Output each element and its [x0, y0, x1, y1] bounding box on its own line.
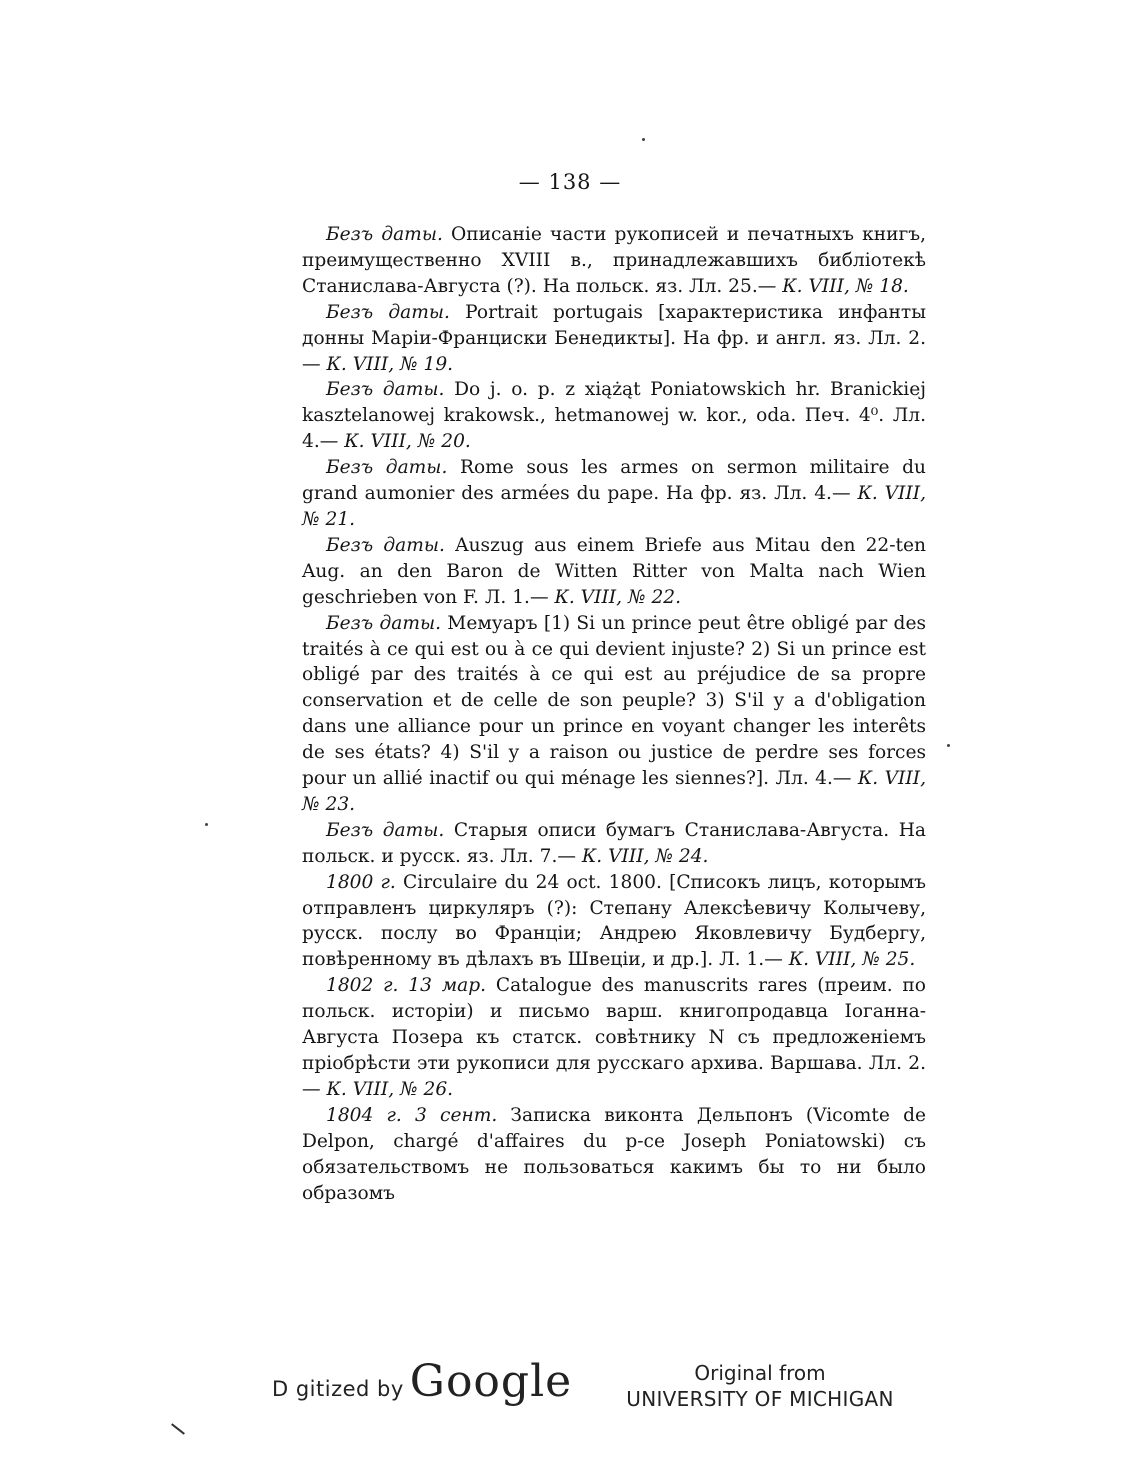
entry-body: Rome sous les armes on sermon militaire du grand aumonier des armées du pape. На фр. яз. Лл. 4.—: [302, 457, 926, 505]
catalog-entry: [302, 973, 926, 1103]
entry-reference: К. VIII, № 18.: [782, 275, 909, 297]
entry-body: Catalogue des manuscrits rares (преим. по польск. исторіи) и письмо варш. книгопродавца Іоганна-Августа Позера къ статск. совѣтнику N съ предложеніемъ пріобрѣсти эти рукописи для русскаго архива. Варшава. Лл. 2.—: [302, 975, 926, 1100]
digitization-credit: [272, 1356, 572, 1407]
scan-speck: [947, 744, 950, 747]
google-logo: Google: [409, 1356, 573, 1407]
catalog-entry: [302, 870, 926, 974]
catalog-entry: [302, 1103, 926, 1207]
entry-reference: К. VIII, № 21.: [302, 483, 926, 530]
entry-body: Мемуаръ [1) Si un prince peut être obligé par des traités à ce qui est ou à ce qui devient injuste? 2) Si un prince est obligé par des traités à ce qui est au préjudice de sa propre conservation et de celle de son peuple? 3) S'il y a d'obligation dans une alliance pour un prince en voyant changer les interêts de ses états? 4) S'il y a raison ou justice de perdre ses forces pour un allié inactif ou qui ménage les siennes?]. Лл. 4.—: [302, 612, 926, 790]
entry-date: Безъ даты.: [326, 224, 443, 245]
entry-reference: К. VIII, № 25.: [788, 949, 916, 971]
entry-date: Безъ даты.: [326, 534, 445, 556]
entry-body: Circulaire du 24 oct. 1800. [Списокъ лицъ, которымъ отправленъ циркуляръ (?): Степану Алексѣевичу Колычеву, русск. послу во Франціи; Андрею Яковлевичу Будбергу, повѣренному въ дѣлахъ въ Швеціи, и др.]. Л. 1.—: [302, 871, 926, 971]
scan-mark: [171, 1423, 185, 1434]
entry-date: Безъ даты.: [326, 379, 445, 401]
entry-reference: К. VIII, № 23.: [302, 768, 926, 815]
university-label: UNIVERSITY OF MICHIGAN: [626, 1387, 894, 1411]
entry-body: Записка виконта Дельпонъ (Vicomte de Delpon, chargé d'affaires du p-ce Joseph Poniatowski) съ обязательствомъ не пользоваться какимъ бы то ни было образомъ: [302, 1104, 926, 1204]
entry-reference: К. VIII, № 20.: [344, 431, 471, 453]
entry-date: Безъ даты.: [326, 457, 448, 479]
entry-body: Auszug aus einem Briefe aus Mitau den 22-ten Aug. an den Baron de Witten Ritter von Malta nach Wien geschrieben von F. Л. 1.—: [302, 534, 926, 608]
catalog-entry: [302, 818, 926, 870]
catalog-entry: [302, 533, 926, 611]
catalog-entry: [302, 611, 926, 818]
entry-date: Безъ даты.: [326, 819, 445, 841]
entry-date: 1804 г. 3 сент.: [326, 1104, 498, 1126]
digitized-by-label: D gitized by: [272, 1377, 404, 1401]
catalog-entries: [302, 222, 926, 1206]
scan-speck: [642, 138, 645, 141]
entry-reference: К. VIII, № 22.: [554, 586, 682, 608]
original-from-label: Original from: [694, 1361, 826, 1385]
catalog-entry: [302, 222, 926, 300]
entry-body: Do j. o. p. z xiążąt Poniatowskich hr. Branickiej kasztelanowej krakowsk., hetmanowej w. kor., oda. Печ. 4⁰. Лл. 4.—: [302, 379, 927, 453]
entry-reference: К. VIII, № 19.: [326, 353, 454, 375]
entry-body: Старыя описи бумагъ Станислава-Августа. На польск. и русск. яз. Лл. 7.—: [302, 819, 926, 867]
entry-body: Portrait portugais [характеристика инфанты донны Маріи-Франциски Бенедикты]. На фр. и англ. яз. Лл. 2.—: [302, 301, 926, 375]
entry-reference: К. VIII, № 26.: [326, 1078, 454, 1100]
scan-speck: [205, 823, 208, 826]
source-credit: [600, 1360, 920, 1412]
entry-date: Безъ даты.: [326, 301, 450, 323]
entry-body: Описаніе части рукописей и печатныхъ книгъ, преимущественно XVIII в., принадлежавшихъ библіотекѣ Станислава-Августа (?). На польск. яз. Лл. 25.—: [302, 224, 926, 297]
entry-reference: К. VIII, № 24.: [581, 845, 709, 867]
entry-date: 1802 г. 13 мар.: [326, 975, 487, 997]
catalog-entry: [302, 377, 926, 455]
catalog-entry: [302, 300, 926, 378]
entry-date: Безъ даты.: [326, 612, 442, 634]
catalog-entry: [302, 455, 926, 533]
page-number: — 138 —: [518, 170, 622, 194]
entry-date: 1800 г.: [326, 871, 396, 893]
